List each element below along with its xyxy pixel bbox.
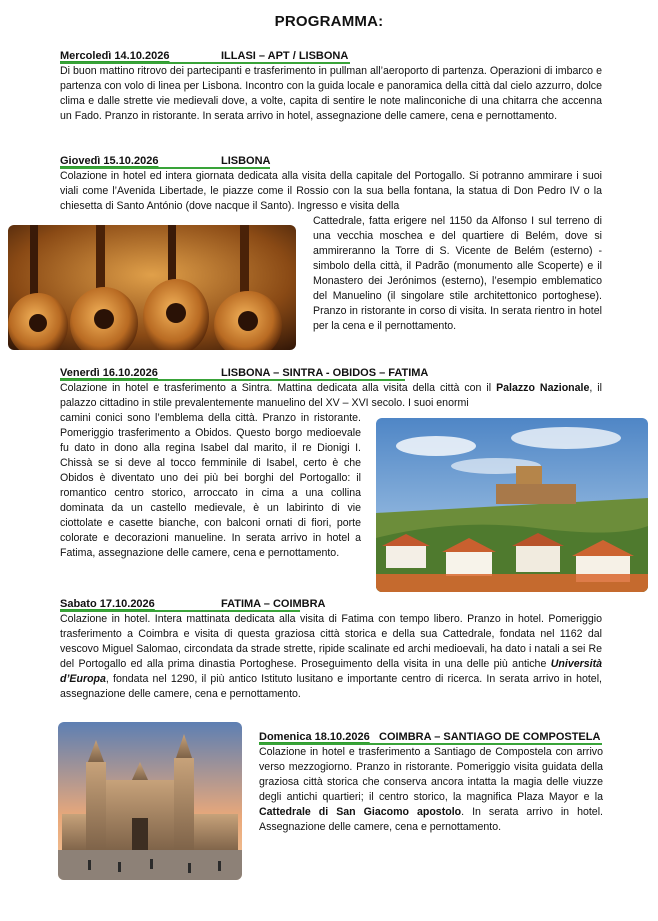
- guitars-photo: [8, 225, 296, 350]
- day-3-text-top-b: , il palazzo cittadino in stile prevalentemente manuelino del XV – XVI secolo. I suoi enormi: [60, 382, 602, 409]
- day-4-header: [60, 598, 360, 610]
- day-1-route: ILLASI – APT / LISBONA: [221, 50, 349, 62]
- day-5-text-b: . In serata arrivo in hotel. Assegnazione delle camere, cena e pernottamento.: [259, 806, 603, 833]
- day-5-text-a: Colazione in hotel e trasferimento a Santiago de Compostela con arrivo verso mezzogiorno. Pranzo in ristorante. Pomeriggio visita guidata della graziosa città storica che conserva ancora intatta la magia delle viuzze degli antichi quartieri; il centro storico, la magnifica Plaza Mayor e la: [259, 746, 603, 803]
- day-3-route: LISBONA – SINTRA - OBIDOS – FATIMA: [221, 367, 429, 379]
- universita-europa: Università d’Europa: [60, 658, 602, 685]
- santiago-cathedral-photo: [58, 722, 242, 880]
- palazzo-nazionale: Palazzo Nazionale: [496, 382, 590, 394]
- obidos-photo: [376, 418, 648, 592]
- day-3-date: Venerdì 16.10.2026: [60, 367, 158, 379]
- day-4-text: [60, 612, 602, 702]
- day-2-text-side: Cattedrale, fatta erigere nel 1150 da Alfonso I sul terreno di una vecchia moschea e del quartiere di Belém, dove si ammireranno la Torre di S. Vicente de Belém (esterno) - simbolo della città, il Padrão (monumento alle Scoperte) e il Monastero dei Jerónimos (esterno), l’esempio emblematico del Manuelino (il singolare stile architettonico portoghese). Pranzo in ristorante in corso di visita. In serata rientro in hotel per la cena e il pernottamento.: [313, 215, 602, 332]
- day-2-text-top: Colazione in hotel ed intera giornata dedicata alla visita della capitale del Portogallo. Si potranno ammirare i suoi viali come l’Avenida Libertade, le piazze come il Rossio con la sua bella fontana, la statua di Don Pedro IV o la chiesetta di Santo António (dove nacque il Santo). Ingresso e visita della: [60, 170, 602, 212]
- day-4-date: Sabato 17.10.2026: [60, 598, 155, 610]
- day-3-text-top-a: Colazione in hotel e trasferimento a Sintra. Mattina dedicata alla visita della città con il: [60, 382, 497, 394]
- day-1-date: Mercoledì 14.10.2026: [60, 50, 170, 62]
- day-4-text-b: , fondata nel 1290, il più antico Istituto lusitano e importante centro di ricerca. In serata arrivo in hotel, assegnazione delle camere, cena e pernottamento.: [60, 673, 602, 700]
- cattedrale-san-giacomo: Cattedrale di San Giacomo apostolo: [259, 806, 462, 818]
- day-1-header: [60, 50, 360, 62]
- day-1-text: Di buon mattino ritrovo dei partecipanti e trasferimento in pullman all’aeroporto di partenza. Operazioni di imbarco e partenza con volo di linea per Lisbona. Incontro con la guida locale e panoramica della città dal cielo azzurro, dolce clima e dalle strette vie medievali dove, a volte, capita di sentire le note malinconiche di una chitarra che accenna un Fado. Pranzo in ristorante. In serata arrivo in hotel, assegnazione delle camere, cena e pernottamento.: [60, 65, 602, 122]
- day-4-text-a: Colazione in hotel. Intera mattinata dedicata alla visita di Fatima con tempo libero. Pranzo in hotel. Pomeriggio trasferimento a Coimbra e visita di questa graziosa città storica e della sua Cattedrale, fondata nel 1162 dal vescovo Miguel Salomao, circondata da strade strette, ripide scalinate ed archi medioevali, ha dato i natali a sei Re del Portogallo ed alla prima dinastia Portoghese. Proseguimento della visita in una delle più antiche: [60, 613, 602, 670]
- day-5-text: [259, 745, 603, 835]
- day-2-route: LISBONA: [221, 155, 271, 167]
- day-5-date: Domenica 18.10.2026: [259, 731, 370, 743]
- day-5-header: [259, 731, 619, 743]
- day-3-text-top: [60, 381, 602, 411]
- page-title: PROGRAMMA:: [274, 13, 384, 30]
- day-2-header: [60, 155, 360, 167]
- day-4-route: FATIMA – COIMBRA: [221, 598, 326, 610]
- day-5-route: COIMBRA – SANTIAGO DE COMPOSTELA: [379, 731, 601, 743]
- day-3-header: [60, 367, 429, 379]
- day-2-date: Giovedì 15.10.2026: [60, 155, 159, 167]
- day-3-text-side: camini conici sono l’emblema della città. Pranzo in ristorante. Pomeriggio trasferimento a Obidos. Questo borgo medioevale fu dato in dono alla regina Isabel dal marito, il re Dionigi I. Chissà se si deve al tocco femminile di Isabel, certo è che Obidos è diventato uno dei più bei borghi del Portogallo: il romantico centro storico, arroccato in cima a una collina dominata da un castello medievale, è un labirinto di vie ciottolate e casette bianche, con balconi ornati di fiori, porte colorate e decorazioni manueline. In serata arrivo in hotel a Fatima, assegnazione delle camere, cena e pernottamento.: [60, 412, 361, 559]
